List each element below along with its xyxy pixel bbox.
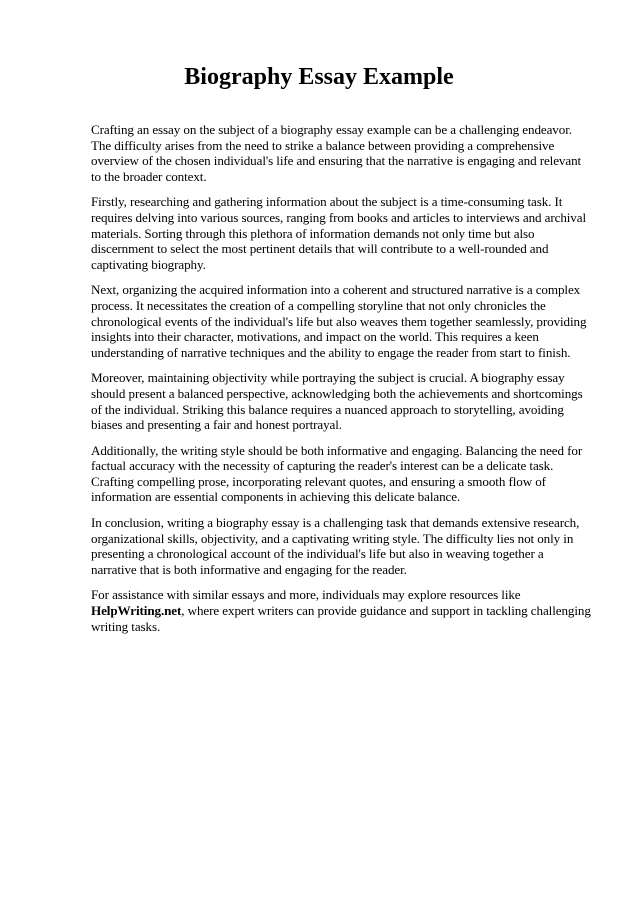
paragraph-closing (91, 587, 591, 634)
paragraph-research: Firstly, researching and gathering information about the subject is a time-consuming task. It requires delving into various sources, ranging from books and articles to interviews and archival materials. Sorting through this plethora of information demands not only time but also discernment to select the most pertinent details that will contribute to a well-rounded and captivating biography. (91, 194, 586, 272)
paragraph-organizing: Next, organizing the acquired information into a coherent and structured narrative is a complex process. It necessitates the creation of a compelling storyline that not only chronicles the chronological events of the individual's life but also weaves them together seamlessly, providing insights into their character, motivations, and impact on the world. This requires a keen understanding of narrative techniques and the ability to engage the reader from start to finish. (91, 282, 587, 360)
paragraph-intro: Crafting an essay on the subject of a biography essay example can be a challenging endeavor. The difficulty arises from the need to strike a balance between providing a comprehensive overview of the chosen individual's life and ensuring that the narrative is engaging and relevant to the broader context. (91, 122, 582, 184)
paragraph-writing-style: Additionally, the writing style should be both informative and engaging. Balancing the need for factual accuracy with the necessity of capturing the reader's interest can be a delicate task. Crafting compelling prose, incorporating relevant quotes, and ensuring a smooth flow of information are essential components in achieving this delicate balance. (91, 442, 583, 505)
closing-text-before: For assistance with similar essays and more, individuals may explore resources like (91, 587, 521, 603)
helpwriting-link[interactable]: HelpWriting.net (91, 603, 182, 619)
closing-text-after: , where expert writers can provide guidance and support in tackling challenging writing tasks. (91, 603, 591, 634)
document-body (91, 122, 591, 644)
paragraph-conclusion: In conclusion, writing a biography essay is a challenging task that demands extensive research, organizational skills, objectivity, and a captivating writing style. The difficulty lies not only in presenting a chronological account of the individual's life but also in weaving together a narrative that is both informative and engaging for the reader. (91, 515, 580, 577)
paragraph-objectivity: Moreover, maintaining objectivity while portraying the subject is crucial. A biography essay should present a balanced perspective, acknowledging both the achievements and shortcomings of the individual. Striking this balance requires a nuanced approach to storytelling, avoiding biases and presenting a fair and honest portrayal. (91, 370, 583, 433)
document-title: Biography Essay Example (184, 64, 454, 90)
